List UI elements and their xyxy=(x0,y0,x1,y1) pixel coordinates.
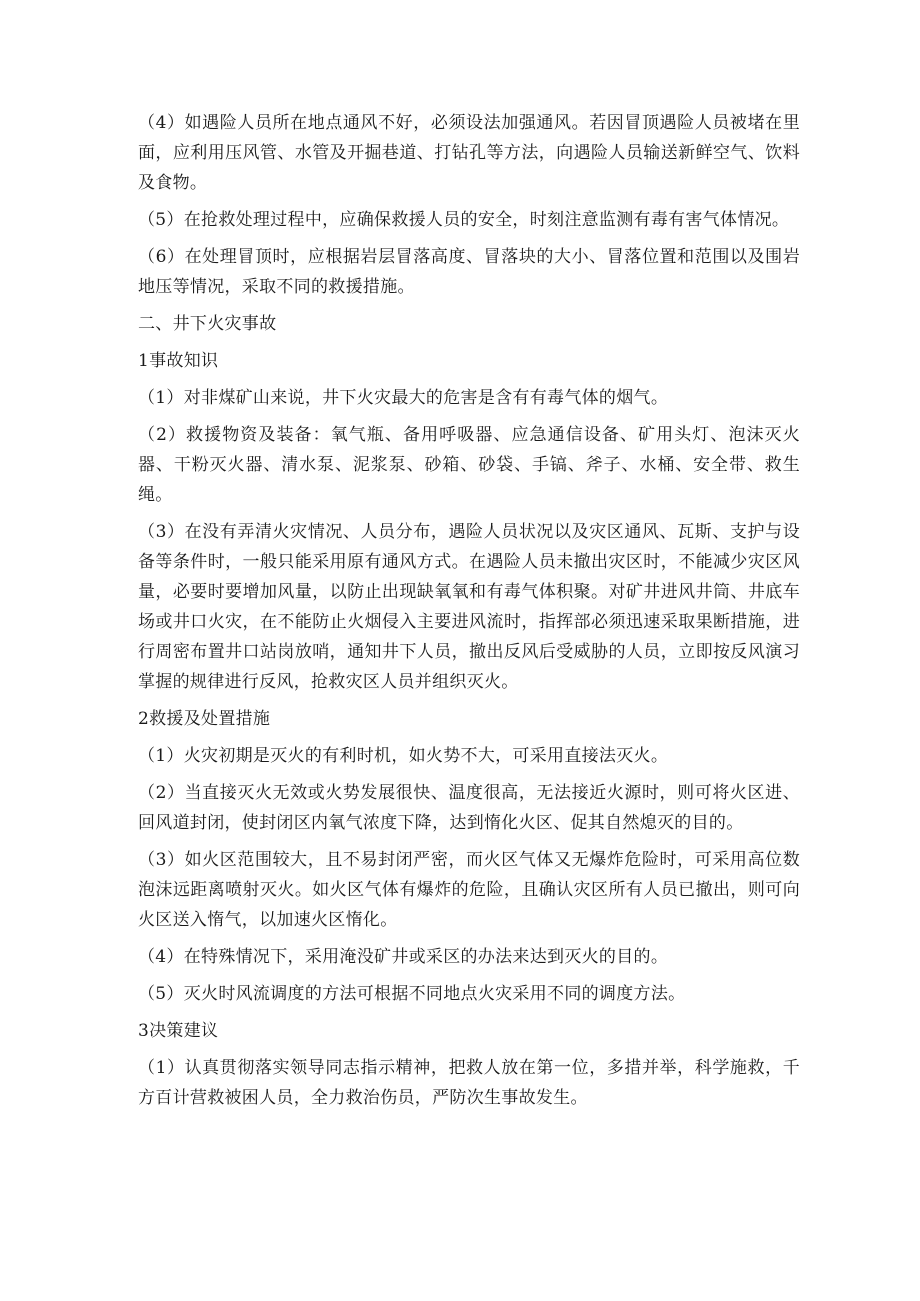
paragraph-seal-fire-zone: （2）当直接灭火无效或火势发展很快、温度很高，无法接近火源时，则可将火区进、回风道封闭，使封闭区内氧气浓度下降，达到惰化火区、促其自然熄灭的目的。 xyxy=(138,783,800,833)
paragraph-flooding: （4）在特殊情况下，采用淹没矿井或采区的办法来达到灭火的目的。 xyxy=(138,947,669,967)
paragraph-ventilation: （4）如遇险人员所在地点通风不好，必须设法加强通风。若因冒顶遇险人员被堵在里面，应利用压风管、水管及开掘巷道、打钻孔等方法，向遇险人员输送新鲜空气、饮料及食物。 xyxy=(138,113,800,193)
paragraph-roof-fall-handling: （6）在处理冒顶时，应根据岩层冒落高度、冒落块的大小、冒落位置和范围以及围岩地压等情况，采取不同的救援措施。 xyxy=(138,247,800,297)
section-heading-underground-fire: 二、井下火灾事故 xyxy=(138,314,277,334)
paragraph-rescue-equipment: （2）救援物资及装备：氧气瓶、备用呼吸器、应急通信设备、矿用头灯、泡沫灭火器、干粉灭火器、清水泵、泥浆泵、砂箱、砂袋、手镐、斧子、水桶、安全带、救生绳。 xyxy=(138,425,800,505)
subheading-decision-advice: 3决策建议 xyxy=(138,1021,219,1041)
paragraph-leadership-instructions: （1）认真贯彻落实领导同志指示精神，把救人放在第一位，多措并举，科学施救，千方百计营救被困人员，全力救治伤员，严防次生事故发生。 xyxy=(138,1058,800,1108)
paragraph-fire-hazard: （1）对非煤矿山来说，井下火灾最大的危害是含有有毒气体的烟气。 xyxy=(138,388,669,408)
paragraph-rescuer-safety: （5）在抢救处理过程中，应确保救援人员的安全，时刻注意监测有毒有害气体情况。 xyxy=(138,210,790,230)
paragraph-early-fire: （1）火灾初期是灭火的有利时机，如火势不大，可采用直接法灭火。 xyxy=(138,746,669,766)
paragraph-airflow-dispatch: （5）灭火时风流调度的方法可根据不同地点火灾采用不同的调度方法。 xyxy=(138,984,686,1004)
subheading-rescue-measures: 2救援及处置措施 xyxy=(138,709,271,729)
subheading-accident-knowledge: 1事故知识 xyxy=(138,351,219,371)
paragraph-ventilation-method: （3）在没有弄清火灾情况、人员分布，遇险人员状况以及灾区通风、瓦斯、支护与设备等条件时，一般只能采用原有通风方式。在遇险人员未撤出灾区时，不能减少灾区风量，必要时要增加风量，以防止出现缺氧氧和有毒气体积聚。对矿井进风井筒、井底车场或井口火灾，在不能防止火烟侵入主要进风流时，指挥部必须迅速采取果断措施，进行周密布置井口站岗放哨，通知井下人员，撤出反风后受威胁的人员，立即按反风演习掌握的规律进行反风，抢救灾区人员并组织灭火。 xyxy=(138,522,800,692)
paragraph-foam-inert-gas: （3）如火区范围较大，且不易封闭严密，而火区气体又无爆炸危险时，可采用高位数泡沫远距离喷射灭火。如火区气体有爆炸的危险，且确认灾区所有人员已撤出，则可向火区送入惰气，以加速火区惰化。 xyxy=(138,850,800,930)
